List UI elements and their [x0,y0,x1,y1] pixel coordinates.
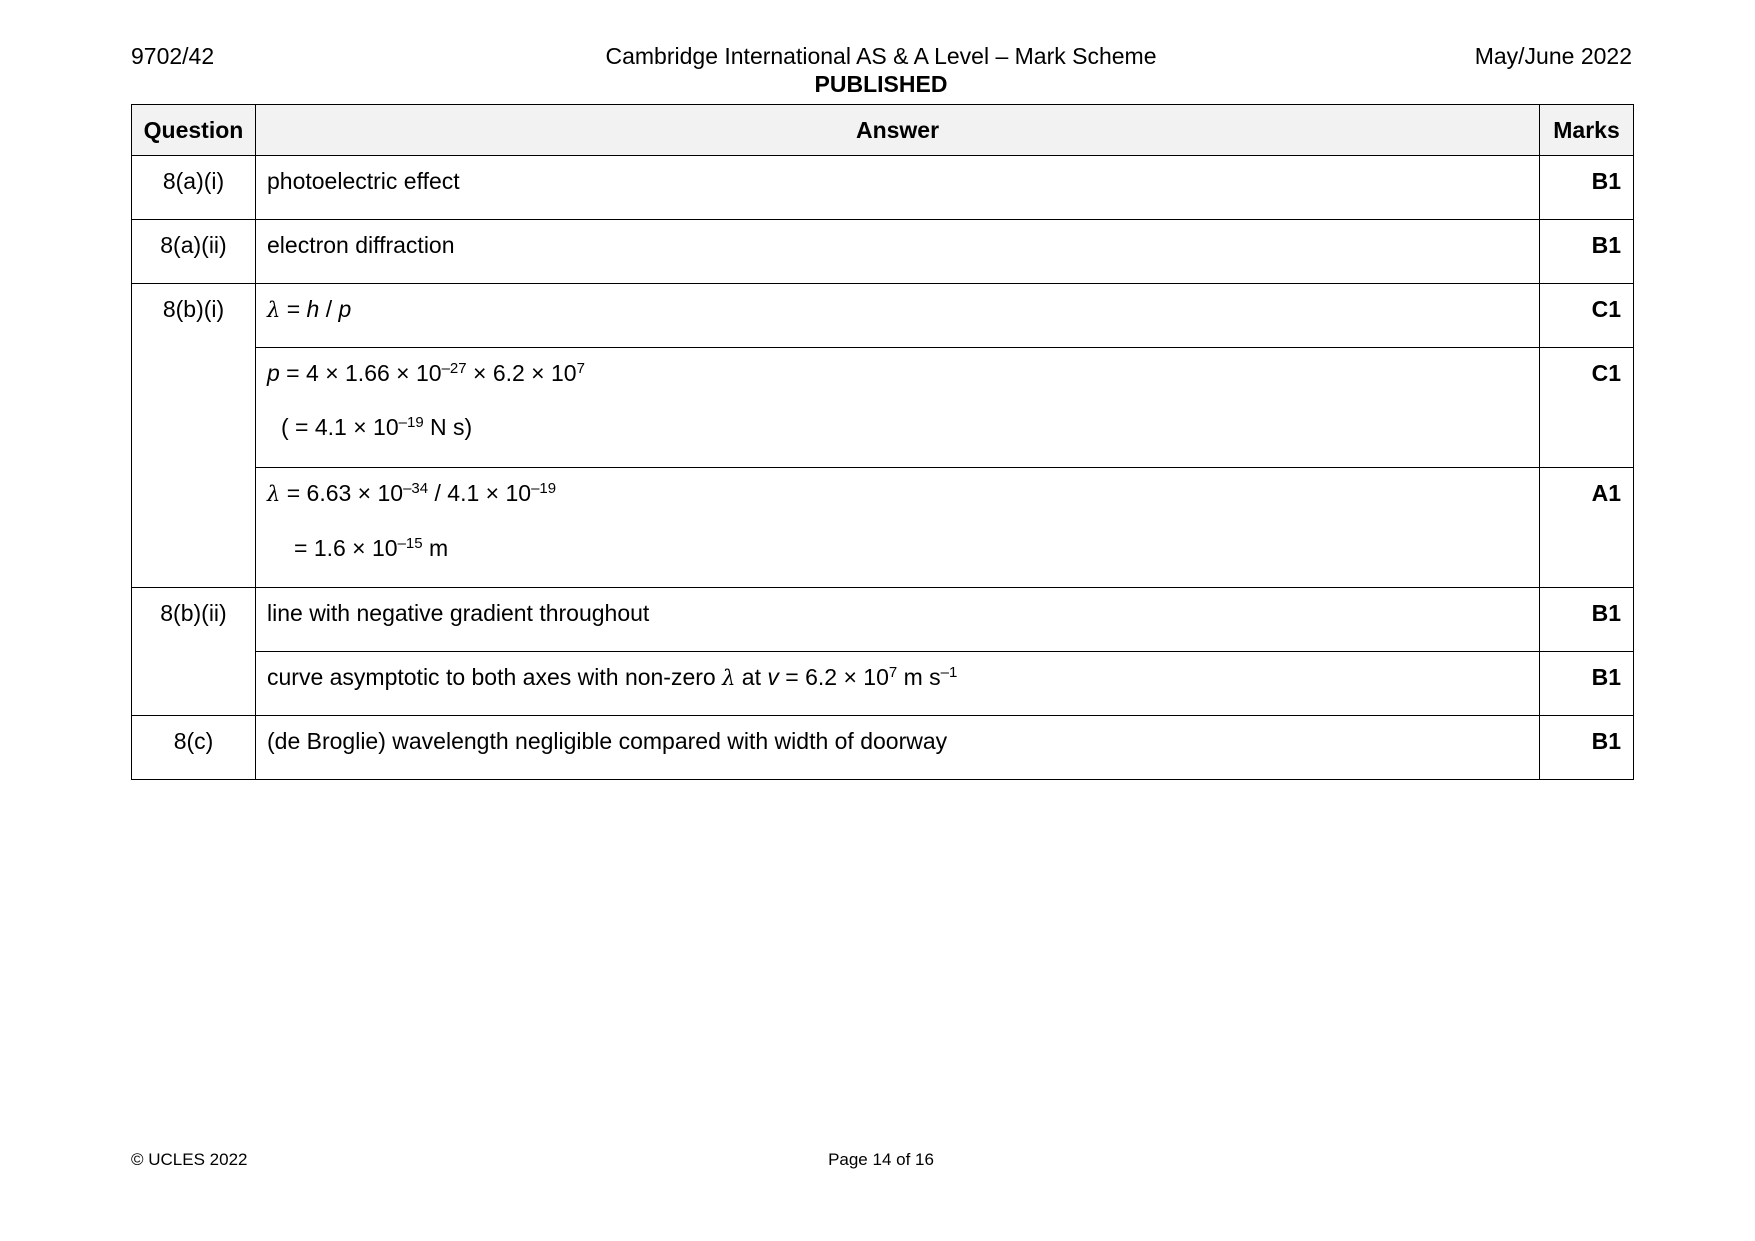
mark-code: B1 [1540,716,1634,780]
copyright-notice: © UCLES 2022 [131,1150,248,1169]
column-header-answer: Answer [256,105,1540,156]
question-number: 8(a)(ii) [132,220,256,284]
mark-code: C1 [1540,348,1634,468]
exam-session: May/June 2022 [1474,43,1632,69]
document-title: Cambridge International AS & A Level – Mark Scheme [605,43,1157,69]
graph-description: curve asymptotic to both axes with non-zero λ at $v = 6.2 \times 10^7$ m $s^{-1}$ [267,664,958,690]
table-row [132,716,1634,780]
question-number: 8(b)(i) [132,284,256,588]
question-number: 8(c) [132,716,256,780]
answer-text: (de Broglie) wavelength negligible compared with width of doorway [256,716,1540,780]
table-row [132,156,1634,220]
table-row [132,588,1634,652]
mark-code: B1 [1540,588,1634,652]
mark-code: A1 [1540,468,1634,588]
momentum-result: ( = $4.1 \times 10^{-19}$ N s) [281,414,473,440]
question-number: 8(b)(ii) [132,588,256,716]
question-number: 8(a)(i) [132,156,256,220]
answer-text [256,468,1540,588]
wavelength-result: = $1.6 \times 10^{-15}$ m [294,535,449,561]
answer-text [256,652,1540,716]
table-row [132,468,1634,588]
answer-text [256,284,1540,348]
momentum-calculation: $p = 4 \times 1.66 \times 10^{-27} \times 6.2 \times 10^7$ [267,360,585,386]
table-row [132,284,1634,348]
table-row [132,348,1634,468]
table-header-row [132,105,1634,156]
mark-code: B1 [1540,652,1634,716]
mark-code: B1 [1540,156,1634,220]
published-label: PUBLISHED [814,71,948,97]
page-number: Page 14 of 16 [828,1150,934,1169]
wavelength-calculation: $\lambda = 6.63 \times 10^{-34} / 4.1 \times 10^{-19}$ [267,480,557,506]
answer-text [256,348,1540,468]
paper-code: 9702/42 [131,43,215,69]
mark-code: B1 [1540,220,1634,284]
formula-de-broglie: λ = h / p [267,296,352,322]
mark-scheme-table [131,104,1634,780]
table-row [132,220,1634,284]
answer-text: electron diffraction [256,220,1540,284]
table-row [132,652,1634,716]
column-header-marks: Marks [1540,105,1634,156]
answer-text: photoelectric effect [256,156,1540,220]
answer-text: line with negative gradient throughout [256,588,1540,652]
mark-code: C1 [1540,284,1634,348]
column-header-question: Question [132,105,256,156]
